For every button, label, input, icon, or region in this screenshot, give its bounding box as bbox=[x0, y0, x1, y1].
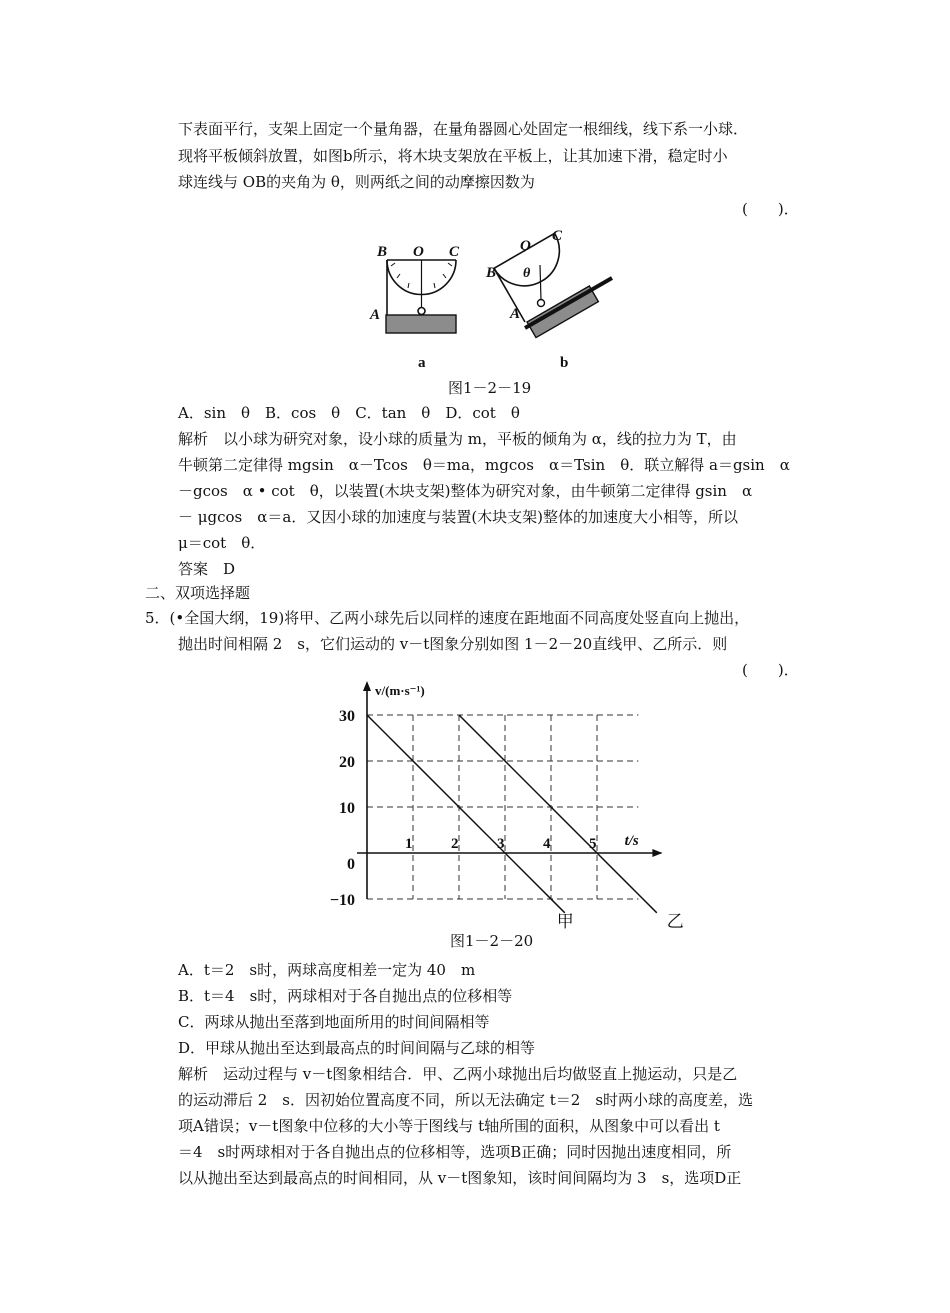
q4-analysis-line-4: － μgcos α＝a．又因小球的加速度与装置(木块支架)整体的加速度大小相等，所以 bbox=[178, 508, 739, 526]
x-tick-label: 3 bbox=[497, 836, 505, 852]
q5-analysis-line-4: ＝4 s时两球相对于各自抛出点的位移相等，选项B正确；同时因抛出速度相同，所 bbox=[178, 1143, 732, 1161]
figure-a-label-C: C bbox=[449, 244, 460, 260]
q4-answer-blank: ( )． bbox=[742, 200, 799, 218]
q4-analysis-line-1: 解析 以小球为研究对象，设小球的质量为 m，平板的倾角为 α，线的拉力为 T，由 bbox=[178, 430, 737, 448]
figure-b-label-A: A bbox=[510, 306, 521, 322]
figure-a-label-A: A bbox=[370, 307, 381, 323]
x-tick-label: 1 bbox=[405, 836, 413, 852]
q4-text-line-3: 球连线与 OB的夹角为 θ，则两纸之间的动摩擦因数为 bbox=[178, 173, 535, 191]
series-label-jia: 甲 bbox=[556, 911, 574, 931]
q4-options: A．sin θ B．cos θ C．tan θ D．cot θ bbox=[178, 404, 520, 422]
y-axis-arrow bbox=[363, 681, 371, 691]
y-tick-label: 10 bbox=[339, 800, 355, 817]
x-tick-label: 5 bbox=[589, 836, 597, 852]
figure-b-sublabel: b bbox=[560, 355, 569, 371]
figure-a-label-B: B bbox=[377, 244, 388, 260]
q5-analysis-line-1: 解析 运动过程与 v－t图象相结合．甲、乙两小球抛出后均做竖直上抛运动，只是乙 bbox=[178, 1065, 738, 1083]
q4-analysis-line-5: μ＝cot θ． bbox=[178, 534, 266, 552]
figure-b-label-C: C bbox=[552, 228, 563, 244]
y-axis-label: v/(m·s⁻¹) bbox=[375, 683, 425, 698]
q5-stem-line-2: 抛出时间相隔 2 s，它们运动的 v－t图象分别如图 1－2－20直线甲、乙所示．则 bbox=[178, 635, 728, 653]
q5-analysis-line-3: 项A错误；v－t图象中位移的大小等于图线与 t轴所围的面积，从图象中可以看出 t bbox=[178, 1117, 720, 1135]
x-axis-arrow bbox=[652, 849, 662, 857]
series-label-yi: 乙 bbox=[666, 911, 684, 931]
q4-text-line-2: 现将平板倾斜放置，如图b所示，将木块支架放在平板上，让其加速下滑，稳定时小 bbox=[178, 147, 728, 165]
chart-axes bbox=[357, 681, 662, 899]
figure-b-ball bbox=[538, 300, 545, 307]
figure-1-2-19-caption: 图1－2－19 bbox=[448, 379, 532, 397]
x-axis-label: t/s bbox=[624, 833, 639, 849]
figure-b-label-theta: θ bbox=[523, 266, 531, 281]
chart-grid bbox=[367, 715, 638, 899]
figure-1-2-20-caption: 图1－2－20 bbox=[450, 932, 534, 950]
figure-a-label-O: O bbox=[413, 244, 424, 260]
q5-option-b: B．t＝4 s时，两球相对于各自抛出点的位移相等 bbox=[178, 987, 513, 1005]
q5-stem-line-1: 5．(•全国大纲，19)将甲、乙两小球先后以同样的速度在距地面不同高度处竖直向上抛出， bbox=[145, 609, 750, 627]
figure-a-apparatus bbox=[387, 260, 456, 320]
q5-analysis-line-2: 的运动滞后 2 s．因初始位置高度不同，所以无法确定 t＝2 s时两小球的高度差，选 bbox=[178, 1091, 754, 1109]
q4-analysis-line-2: 牛顿第二定律得 mgsin α－Tcos θ＝ma，mgcos α＝Tsin θ．联立解得 a＝gsin α bbox=[178, 456, 790, 474]
y-tick-label: 20 bbox=[339, 754, 355, 771]
q5-option-a: A．t＝2 s时，两球高度相差一定为 40 m bbox=[178, 961, 476, 979]
q5-analysis-line-5: 以从抛出至达到最高点的时间相同，从 v－t图象知，该时间间隔均为 3 s，选项D正 bbox=[178, 1169, 742, 1187]
vt-chart bbox=[320, 675, 684, 931]
x-tick-label: 2 bbox=[451, 836, 459, 852]
y-tick-label: 0 bbox=[347, 856, 355, 873]
q5-answer-blank: ( )． bbox=[742, 661, 799, 679]
figure-b-label-B: B bbox=[486, 265, 497, 281]
y-tick-label: 30 bbox=[339, 708, 355, 725]
x-tick-label: 4 bbox=[543, 836, 551, 852]
figure-b-label-O: O bbox=[520, 238, 531, 254]
figure-1-2-19 bbox=[360, 222, 620, 372]
q5-option-d: D．甲球从抛出至达到最高点的时间间隔与乙球的相等 bbox=[178, 1039, 536, 1057]
figure-a-sublabel: a bbox=[418, 355, 426, 371]
chart-series bbox=[367, 715, 657, 913]
q4-answer: 答案 D bbox=[178, 560, 236, 578]
y-tick-label: −10 bbox=[329, 892, 355, 909]
section-title: 二、双项选择题 bbox=[145, 584, 251, 602]
q4-text-line-1: 下表面平行，支架上固定一个量角器，在量角器圆心处固定一根细线，线下系一小球． bbox=[178, 120, 749, 138]
series-line-jia bbox=[367, 715, 565, 913]
series-line-yi bbox=[459, 715, 657, 913]
figure-b-string bbox=[540, 265, 541, 300]
q4-analysis-line-3: －gcos α • cot θ，以装置(木块支架)整体为研究对象，由牛顿第二定律得 gsin α bbox=[178, 482, 753, 500]
q5-option-c: C．两球从抛出至落到地面所用的时间间隔相等 bbox=[178, 1013, 490, 1031]
figure-a-block bbox=[386, 315, 456, 333]
